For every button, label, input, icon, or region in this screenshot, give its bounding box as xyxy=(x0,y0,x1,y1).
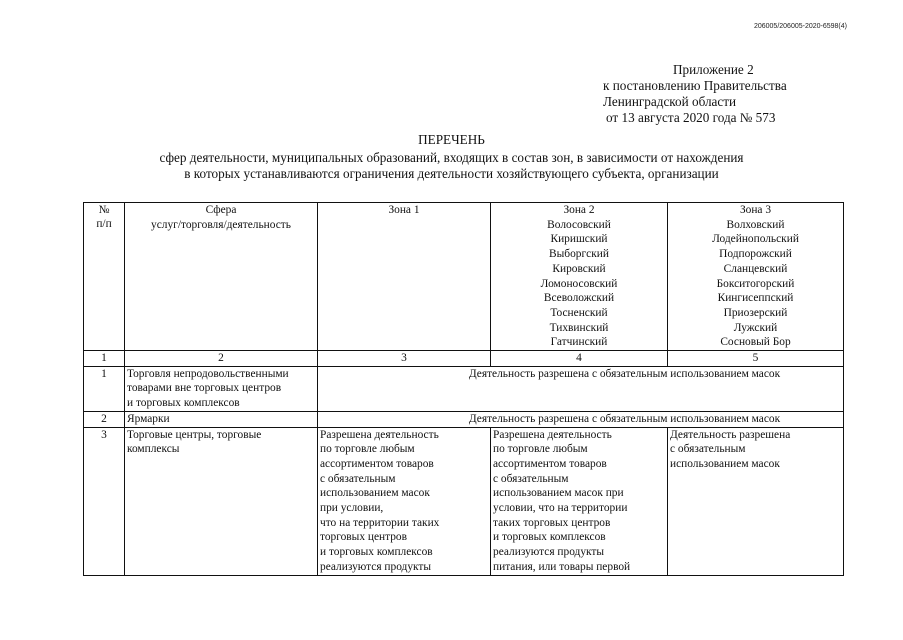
sphere-line: и торговых комплексов xyxy=(127,397,240,410)
merged-rule-cell: Деятельность разрешена с обязательным использованием масок xyxy=(318,411,844,427)
table-row xyxy=(84,411,844,427)
zone3-district: Бокситогорский xyxy=(716,277,795,290)
header-sphere xyxy=(125,203,318,351)
rule-line: с обязательным xyxy=(670,443,746,456)
zone2-district: Ломоносовский xyxy=(540,277,618,290)
zone3-district: Волховский xyxy=(726,218,785,231)
rule-line: ассортиментом товаров xyxy=(320,457,434,470)
rule-line: и торговых комплексов xyxy=(320,546,433,559)
zone2-district: Выборгский xyxy=(549,248,609,261)
column-number: 1 xyxy=(84,351,125,367)
table-row xyxy=(84,427,844,575)
rule-line: с обязательным xyxy=(493,472,569,485)
zone2-district: Киришский xyxy=(550,233,608,246)
zone2-district: Тихвинский xyxy=(549,321,609,334)
column-number-row xyxy=(84,351,844,367)
table-header-row xyxy=(84,203,844,351)
zone2-title: Зона 2 xyxy=(563,204,595,216)
header-zone2 xyxy=(491,203,668,351)
merged-rule-cell: Деятельность разрешена с обязательным использованием масок xyxy=(318,366,844,411)
column-number: 2 xyxy=(125,351,318,367)
appendix-line: Приложение 2 xyxy=(673,62,754,77)
rule-line: что на территории таких xyxy=(320,516,440,529)
zone3-district: Подпорожский xyxy=(719,248,792,261)
zone3-title: Зона 3 xyxy=(739,204,772,216)
column-number: 4 xyxy=(491,351,668,367)
subtitle-line: сфер деятельности, муниципальных образований, входящих в состав зон, в зависимости от нахождения xyxy=(159,150,744,165)
zone2-district: Кировский xyxy=(552,262,606,275)
header-sphere-line: Сфера xyxy=(205,204,237,216)
subtitle-line: в которых устанавливаются ограничения деятельности хозяйствующего субъекта, организации xyxy=(184,166,719,181)
zone2-district: Волосовский xyxy=(547,218,611,231)
activity-table xyxy=(83,202,844,576)
sphere-line: Ярмарки xyxy=(127,412,170,425)
header-num xyxy=(84,203,125,351)
zone3-district: Сосновый Бор xyxy=(720,336,791,349)
sphere-line: комплексы xyxy=(127,443,180,456)
rule-line: использованием масок xyxy=(670,457,780,470)
appendix-line: Ленинградской области xyxy=(603,94,737,109)
document-subtitle xyxy=(0,150,903,182)
zone2-district: Тосненский xyxy=(550,306,608,319)
row-number: 2 xyxy=(84,411,125,427)
appendix-line: к постановлению Правительства xyxy=(603,78,787,93)
rule-line: питания, или товары первой xyxy=(493,560,631,573)
zone2-district: Всеволожский xyxy=(543,292,615,305)
rule-line: и торговых комплексов xyxy=(493,531,606,544)
zone2-rule xyxy=(491,427,668,575)
header-zone1 xyxy=(318,203,491,351)
zone1-rule xyxy=(318,427,491,575)
zone3-district: Лужский xyxy=(733,321,778,334)
rule-line: при условии, xyxy=(320,502,384,515)
rule-line: Разрешена деятельность xyxy=(320,428,439,441)
zone3-district: Лодейнопольский xyxy=(712,233,799,246)
column-number: 5 xyxy=(668,351,844,367)
row-number: 1 xyxy=(84,366,125,411)
rule-line: использованием масок при xyxy=(493,487,624,500)
zone3-district: Сланцевский xyxy=(723,262,788,275)
zone3-district: Кингисеппский xyxy=(717,292,794,305)
appendix-line: от 13 августа 2020 года № 573 xyxy=(606,110,776,125)
rule-line: Разрешена деятельность xyxy=(493,428,612,441)
sphere-line: товарами вне торговых центров xyxy=(127,382,282,395)
rule-line: по торговле любым xyxy=(320,443,415,456)
zone2-district: Гатчинский xyxy=(550,336,608,349)
table-row xyxy=(84,366,844,411)
rule-line: реализуются продукты xyxy=(493,546,605,559)
rule-line: торговых центров xyxy=(320,531,408,544)
zone1-title: Зона 1 xyxy=(388,204,420,216)
header-num-line: п/п xyxy=(96,218,112,230)
header-zone3 xyxy=(668,203,844,351)
document-id: 206005/206005-2020-6598(4) xyxy=(753,23,847,30)
row-sphere xyxy=(125,411,318,427)
zone3-rule xyxy=(668,427,844,575)
rule-line: Деятельность разрешена xyxy=(670,428,791,441)
column-number: 3 xyxy=(318,351,491,367)
rule-line: реализуются продукты xyxy=(320,560,432,573)
rule-line: ассортиментом товаров xyxy=(493,457,607,470)
header-num-line: № xyxy=(98,204,110,216)
row-sphere xyxy=(125,366,318,411)
sphere-line: Торговые центры, торговые xyxy=(127,428,262,441)
rule-line: использованием масок xyxy=(320,487,430,500)
sphere-line: Торговля непродовольственными xyxy=(127,367,289,380)
rule-line: с обязательным xyxy=(320,472,396,485)
rule-line: по торговле любым xyxy=(493,443,588,456)
row-number: 3 xyxy=(84,427,125,575)
rule-line: таких торговых центров xyxy=(493,516,611,529)
document-title: ПЕРЕЧЕНЬ xyxy=(418,132,485,147)
header-sphere-line: услуг/торговля/деятельность xyxy=(151,218,291,231)
appendix-block xyxy=(597,62,787,126)
row-sphere xyxy=(125,427,318,575)
zone3-district: Приозерский xyxy=(723,306,788,319)
rule-line: условии, что на территории xyxy=(493,502,628,515)
